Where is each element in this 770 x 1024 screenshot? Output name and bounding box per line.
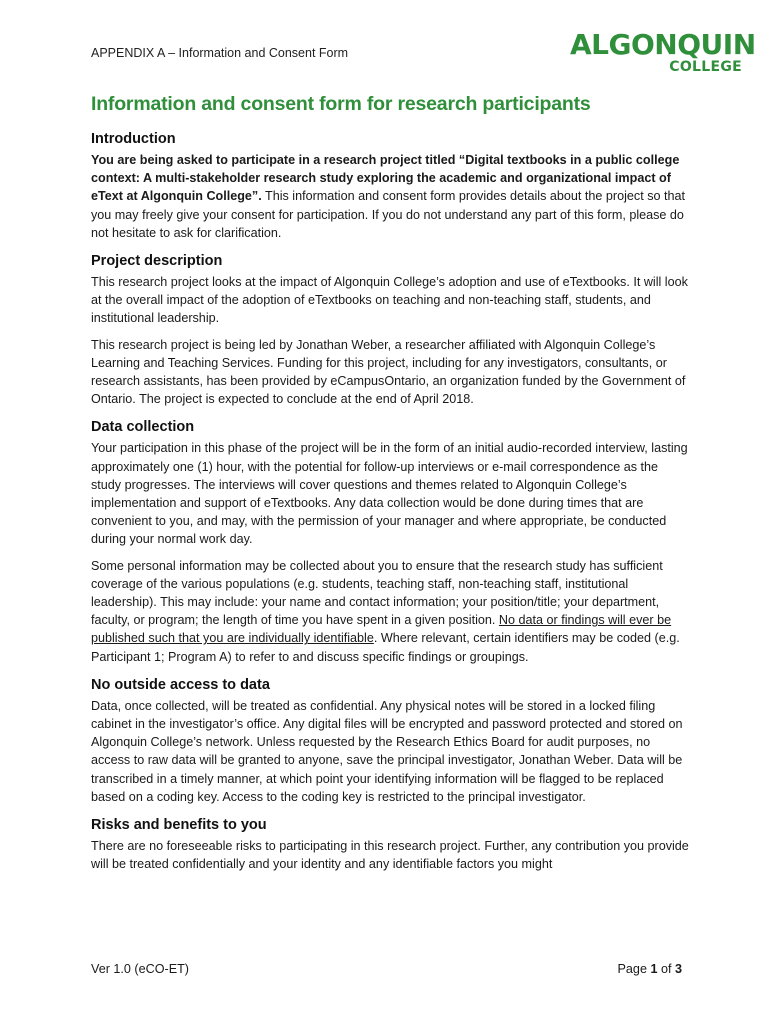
page-total: 3 <box>674 962 682 976</box>
footer-page-number <box>618 962 682 976</box>
section-introduction <box>91 130 691 242</box>
paragraph: This research project is being led by Jonathan Weber, a researcher affiliated with Algonquin College’s Learning and Teaching Services. Funding for this project, including for any investigators, consultants, or research assistants, has been provided by eCampusOntario, an organization funded by the Government of Ontario. The project is expected to conclude at the end of April 2018. <box>91 337 686 407</box>
section-risks-benefits <box>91 816 691 873</box>
paragraph: Data, once collected, will be treated as confidential. Any physical notes will be stored in a locked filing cabinet in the investigator’s office. Any digital files will be encrypted and password protected and stored on Algonquin College’s network. Unless requested by the Research Ethics Board for audit purposes, no access to raw data will be granted to anyone, save the principal investigator, Jonathan Weber. Data will be transcribed in a timely manner, at which point your identifying information will be flagged to be replaced based on a coding key. Access to the coding key is restricted to the principal investigator. <box>91 698 683 804</box>
paragraph: This research project looks at the impact of Algonquin College’s adoption and use of eTextbooks. It will look at the overall impact of the adoption of eTextbooks on teaching and non-teaching staff, students, and institutional leadership. <box>91 275 688 326</box>
underlined-statement: No data or findings will ever be published such that you are individually identifiable <box>91 613 672 646</box>
paragraph-text: . Where relevant, certain identifiers may be coded (e.g. Participant 1; Program A) to refer to and discuss specific findings or groupings. <box>91 631 680 664</box>
section-heading: Risks and benefits to you <box>91 817 267 834</box>
logo-main-text: ALGONQUIN <box>570 28 756 61</box>
section-heading: Introduction <box>91 131 176 147</box>
footer-version: Ver 1.0 (eCO-ET) <box>91 962 189 976</box>
section-heading: Data collection <box>91 419 195 436</box>
algonquin-college-logo <box>570 28 756 75</box>
study-title-text: You are being asked to participate in a research project titled “Digital textbooks in a public college context: A multi-stakeholder research study exploring the academic and organizational impact of eText at Algonquin College”. <box>91 153 680 204</box>
paragraph <box>91 151 691 242</box>
logo-sub-text: COLLEGE <box>669 59 742 75</box>
page-of: of <box>657 962 675 976</box>
section-project-description <box>91 252 691 408</box>
document-title: Information and consent form for research participants <box>91 93 591 115</box>
header-title: APPENDIX A – Information and Consent Form <box>91 46 349 60</box>
page-current: 1 <box>650 962 658 976</box>
page-label: Page <box>617 962 651 976</box>
section-heading: Project description <box>91 253 223 270</box>
paragraph-text: This information and consent form provides details about the project so that you may freely give your consent for participation. If you do not understand any part of this form, please do not hesitate to ask for clarification. <box>91 189 686 240</box>
paragraph-text: Some personal information may be collected about you to ensure that the research study has sufficient coverage of the various populations (e.g. students, teaching staff, non-teaching staff, institutional leadership). This may include: your name and contact information; your position/title; your department, faculty, or program; the length of time you have spent in a given position. <box>91 558 663 628</box>
document-body <box>91 92 691 884</box>
section-no-outside-access <box>91 676 691 806</box>
paragraph <box>91 557 691 666</box>
paragraph: Your participation in this phase of the project will be in the form of an initial audio-recorded interview, lasting approximately one (1) hour, with the potential for follow-up interviews or e-mail correspondence as the study progresses. The interviews will cover questions and themes related to Algonquin College’s implementation and support of eTextbooks. Any data collection would be done during times that are convenient to you, and may, with the permission of your manager and where appropriate, be conducted during your normal work day. <box>91 441 688 547</box>
section-heading: No outside access to data <box>91 676 270 693</box>
section-data-collection <box>91 418 691 665</box>
paragraph: There are no foreseeable risks to participating in this research project. Further, any contribution you provide will be treated confidentially and your identity and any identifiable factors you might <box>91 839 689 872</box>
